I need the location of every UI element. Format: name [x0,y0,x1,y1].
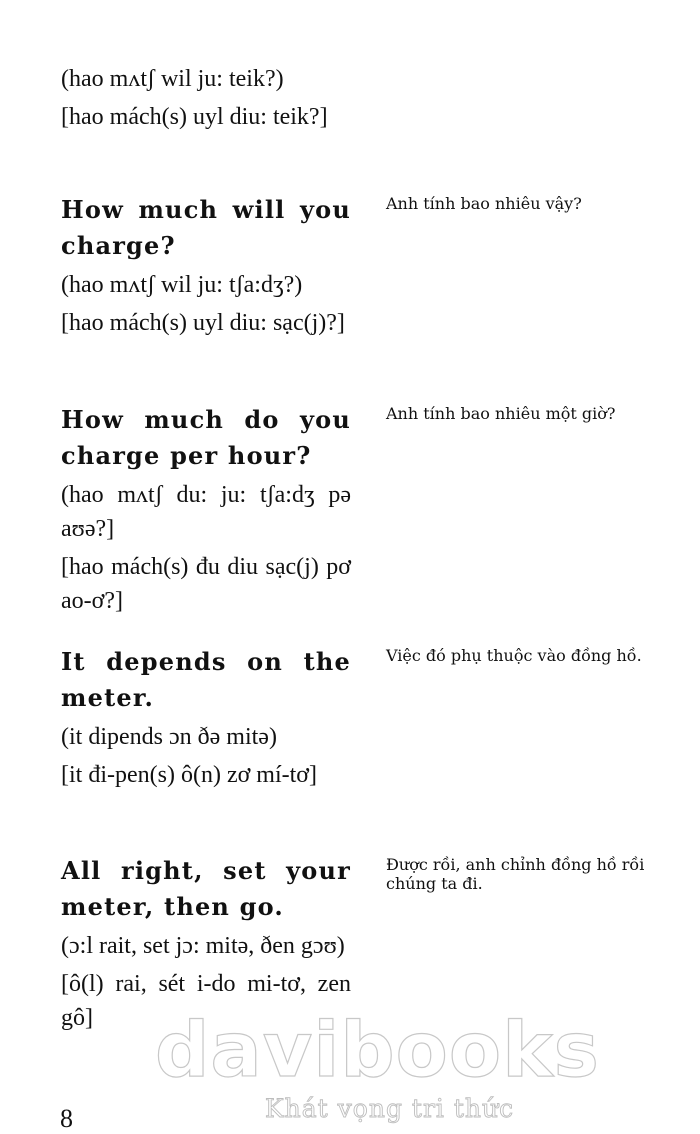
vietnamese-pronunciation: [hao mách(s) đu diu sạc(j) pơ ao-ơ?] [61,554,351,614]
english-phrase: How much do you charge per hour? [61,405,351,470]
vietnamese-translation: Anh tính bao nhiêu vậy? [386,194,582,213]
ipa-transcription: (hao mʌtʃ wil ju: tʃa:dʒ?) [61,272,303,298]
vietnamese-translation: Việc đó phụ thuộc vào đồng hồ. [386,646,642,665]
english-phrase: It depends on the meter. [61,647,351,712]
vietnamese-translation: Được rồi, anh chỉnh đồng hồ rồi chúng ta đi. [386,855,645,893]
ipa-transcription: (it dipends ɔn ðə mitə) [61,724,277,750]
ipa-transcription: (hao mʌtʃ wil ju: teik?) [61,66,284,92]
vietnamese-translation: Anh tính bao nhiêu một giờ? [386,404,616,423]
phrase-left-column [61,192,351,340]
watermark-slogan: Khát vọng tri thức [265,1094,515,1123]
vietnamese-pronunciation: [hao mách(s) uyl diu: teik?] [61,104,328,130]
ipa-transcription: (ɔ:l rait, set jɔ: mitə, ðen gɔʊ) [61,933,345,959]
vietnamese-pronunciation: [hao mách(s) uyl diu: sạc(j)?] [61,310,345,336]
phrase-left-column [61,853,351,1035]
watermark-logo: davibooks [155,1005,600,1094]
ipa-transcription: (hao mʌtʃ du: ju: tʃa:dʒ pə aʊə?] [61,482,351,542]
vietnamese-pronunciation: [it đi-pen(s) ô(n) zơ mí-tơ] [61,762,317,788]
vietnamese-pronunciation: [ô(l) rai, sét i-do mi-tơ, zen gô] [61,971,351,1031]
english-phrase: How much will you charge? [61,195,351,260]
phrase-left-column [61,62,351,134]
english-phrase: All right, set your meter, then go. [61,856,351,921]
phrase-left-column [61,644,351,792]
page-number: 8 [60,1104,73,1133]
phrase-left-column [61,402,351,618]
